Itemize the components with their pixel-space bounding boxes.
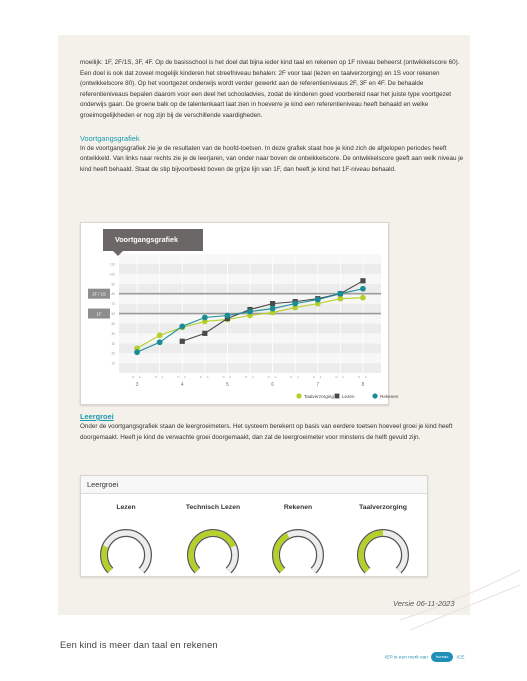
data-point: [270, 306, 276, 312]
growth-card-title: Leergroei: [81, 476, 427, 494]
gauge-taalverzorging: [342, 504, 424, 566]
growth-heading: Leergroei: [80, 412, 114, 421]
legend-label: Rekenen: [380, 393, 399, 399]
gauge-label: Technisch Lezen: [185, 504, 241, 511]
x-grade-label: 6: [271, 382, 274, 388]
x-grade-label: 4: [180, 382, 184, 388]
x-tick-label: M: [222, 376, 225, 379]
data-point: [157, 339, 163, 345]
gauge-rekenen: [257, 504, 339, 566]
x-tick-label: M: [312, 376, 315, 379]
gauge-meter: [95, 524, 157, 566]
x-tick-label: M: [335, 376, 338, 379]
progress-heading: Voortgangsgrafiek: [80, 133, 140, 143]
legend-label: Taalverzorging: [304, 393, 334, 399]
brand-logo: bureau: [431, 652, 453, 662]
y-tick-label: 80: [111, 292, 115, 297]
data-point: [180, 339, 185, 344]
y-tick-label: 70: [111, 302, 115, 307]
data-point: [247, 309, 253, 315]
data-point: [337, 291, 343, 297]
legend-marker: [335, 394, 340, 399]
y-tick-label: 40: [111, 331, 115, 336]
growth-card: [80, 475, 428, 577]
x-tick-label: E: [252, 376, 254, 379]
x-tick-label: M: [154, 376, 157, 379]
x-tick-label: E: [319, 376, 322, 379]
footer-tagline: Een kind is meer dan taal en rekenen: [60, 640, 218, 650]
data-point: [270, 301, 275, 306]
intro-paragraph: moeilijk: 1F, 2F/1S, 3F, 4F. Op de basisschool is het doel dat bijna ieder kind taal en rekenen op 1F niveau beheerst (ontwikkelscore 60). Een doel is ook dat zoveel mogelijk kinderen het streefniveau behalen: 2F voor taal (lezen en taalverzorging) en 1S voor rekenen (ontwikkelscore 80). Op het voortgezet onderwijs wordt verder gewerkt aan de referentieniveaus 2F, 3F en 4F. De behaalde referentieniveaus bepalen daarom voor een deel het schooladvies, zodat de kinderen goed voorbereid naar het juiste type voortgezet onderwijs gaan. De groene balk op de talentenkaart laat zien in hoeverre je kind een referentieniveau heeft behaald en welke groeimogelijkheden er nog zijn bij de verschillende vaardigheden.: [80, 59, 460, 119]
gauge-meter: [267, 524, 329, 566]
gauge-meter: [352, 524, 414, 566]
data-point: [157, 332, 163, 338]
y-tick-label: 100: [109, 272, 115, 277]
version-label: Versie 06-11-2023: [393, 599, 455, 608]
x-tick-label: E: [161, 376, 164, 379]
x-tick-label: E: [229, 376, 232, 379]
x-tick-label: E: [274, 376, 277, 379]
x-tick-label: E: [206, 376, 209, 379]
gauge-label: Taalverzorging: [359, 504, 407, 511]
progress-chart: [80, 222, 399, 405]
chart-title: Voortgangsgrafiek: [103, 229, 203, 251]
data-point: [202, 315, 208, 321]
x-grade-label: 3: [135, 382, 139, 388]
footer-brand: [385, 652, 465, 662]
data-point: [225, 313, 231, 319]
y-tick-label: 20: [111, 351, 115, 356]
gauge-label: Rekenen: [283, 504, 313, 511]
legend-label: Lezen: [342, 393, 355, 399]
x-tick-label: M: [357, 376, 361, 379]
x-tick-label: E: [184, 376, 186, 379]
x-tick-label: M: [177, 376, 180, 379]
legend-marker: [296, 393, 301, 398]
x-grade-label: 7: [316, 382, 320, 388]
y-tick-label: 110: [109, 262, 115, 267]
gauge-meter: [182, 524, 244, 566]
data-point: [134, 349, 140, 355]
data-point: [179, 324, 185, 330]
gauge-lezen: [85, 504, 167, 566]
y-tick-label: 50: [111, 321, 115, 326]
x-grade-label: 8: [361, 382, 365, 388]
data-point: [360, 278, 365, 283]
y-tick-label: 30: [111, 341, 115, 346]
gauge-technisch-lezen: [172, 504, 254, 566]
legend-marker: [372, 393, 377, 398]
data-point: [202, 331, 207, 336]
x-tick-label: E: [342, 376, 345, 379]
data-point: [337, 296, 343, 302]
brand-prefix: IEP is een merk van: [385, 655, 428, 661]
x-tick-label: E: [139, 376, 141, 379]
main-content: [80, 58, 470, 175]
x-tick-label: M: [132, 376, 135, 379]
data-point: [292, 301, 298, 307]
x-tick-label: M: [290, 376, 293, 379]
growth-paragraph: Onder de voortgangsgrafiek staan de leergroeimeters. Het systeem berekent op basis van eerdere toetsen hoeveel groei je kind heeft doorgemaakt. Heeft je kind de verwachte groei doorgemaakt, dan zal de leergroeimeter voor minstens de helft gevuld zijn.: [80, 423, 453, 441]
data-point: [360, 295, 366, 301]
x-tick-label: E: [297, 376, 299, 379]
x-tick-label: M: [245, 376, 248, 379]
reference-label: 1F: [96, 311, 102, 317]
y-tick-label: 10: [111, 361, 115, 366]
brand-suffix: ICE: [456, 655, 465, 661]
y-tick-label: 90: [111, 282, 115, 287]
x-tick-label: E: [364, 376, 367, 379]
growth-section: [80, 412, 470, 443]
data-point: [360, 286, 366, 292]
x-tick-label: M: [199, 376, 202, 379]
x-tick-label: M: [267, 376, 270, 379]
y-tick-label: 60: [111, 312, 115, 317]
progress-paragraph: In de voortgangsgrafiek zie je de resultaten van de hoofd-toetsen. In deze grafiek staat hoe je kind zich de afgelopen periodes heeft ontwikkeld. Van links naar rechts zie je de leerjaren, van onder naar boven de ontwikkelscore. De ontwikkelscore geeft aan welk niveau je kind heeft behaald. Staat de stip bijvoorbeeld boven de grijze lijn van 1F, dan heeft je kind het 1F-niveau behaald.: [80, 144, 464, 173]
gauge-label: Lezen: [116, 504, 136, 511]
x-grade-label: 5: [226, 382, 229, 388]
data-point: [315, 297, 321, 303]
reference-label: 2F / 1S: [92, 291, 106, 297]
